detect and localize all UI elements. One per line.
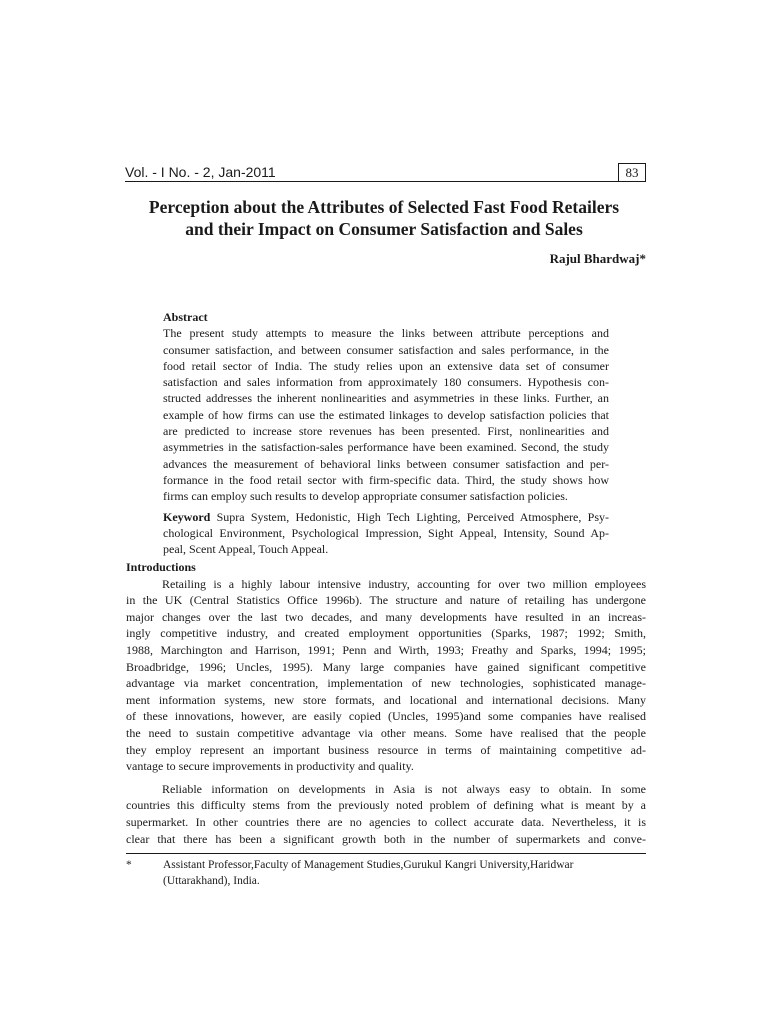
abstract-line: structed addresses the inherent nonlinearities and asymmetries in these links. Further, an xyxy=(163,391,609,406)
volume-label: Vol. - I No. - 2, Jan-2011 xyxy=(125,164,276,180)
page-number: 83 xyxy=(618,163,646,182)
paragraph-line: ingly competitive industry, and created employment opportunities (Sparks, 1987; 1992; Smith, xyxy=(126,626,646,641)
paragraph-line: in the UK (Central Statistics Office 1996b). The structure and nature of retailing has undergone xyxy=(126,593,646,608)
keywords-line xyxy=(163,509,609,525)
abstract-heading: Abstract xyxy=(163,310,208,324)
paragraph-line: ment information systems, new store formats, and locational and international decisions. Many xyxy=(126,692,646,707)
footnote-line: Assistant Professor,Faculty of Management Studies,Gurukul Kangri University,Haridwar xyxy=(163,859,574,871)
abstract-block xyxy=(163,309,609,557)
introduction-heading: Introductions xyxy=(126,560,196,574)
paragraph-line: they employ represent an important business resource in terms of maintaining competitive ad- xyxy=(126,742,646,757)
footnote-rule xyxy=(126,853,646,854)
keywords-block xyxy=(163,509,609,558)
paragraph-line: 1988, Marchington and Harrison, 1991; Penn and Wirth, 1993; Freathy and Sparks, 1994; 1995; xyxy=(126,642,646,657)
keywords-line: peal, Scent Appeal, Touch Appeal. xyxy=(163,542,329,557)
footnote-block xyxy=(126,853,646,889)
paragraph-line: the need to sustain competitive advantage via other means. Some have realised that the people xyxy=(126,725,646,740)
article-title xyxy=(100,196,668,240)
abstract-line: satisfaction and sales information from approximately 180 consumers. Hypothesis con- xyxy=(163,375,609,390)
abstract-line: food retail sector of India. The study relies upon an extensive data set of consumer xyxy=(163,358,609,373)
paragraph-line: vantage to secure improvements in productivity and quality. xyxy=(126,759,414,774)
abstract-line: example of how firms can use the estimated linkages to develop satisfaction policies that xyxy=(163,407,609,422)
keywords-label: Keyword xyxy=(163,509,211,524)
paragraph-line: clear that there has been a significant growth both in the number of supermarkets and conve- xyxy=(126,831,646,846)
paragraph-line: major changes over the last two decades, and many developments have resulted in an increas- xyxy=(126,609,646,624)
abstract-line: consumer satisfaction, and between consumer satisfaction and sales performance, in the xyxy=(163,342,609,357)
paragraph-line: Reliable information on developments in Asia is not always easy to obtain. In some xyxy=(162,781,646,796)
abstract-line: advances the measurement of behavioral links between consumer satisfaction and per- xyxy=(163,456,609,471)
abstract-line: formance in the food retail sector with firm-specific data. Third, the study shows how xyxy=(163,472,609,487)
footnote-mark: * xyxy=(126,859,132,871)
paragraph-line: Retailing is a highly labour intensive industry, accounting for over two million employees xyxy=(162,576,646,591)
abstract-line: firms can employ such results to develop appropriate consumer satisfaction policies. xyxy=(163,489,568,504)
abstract-line: are predicted to increase store revenues has been presented. First, nonlinearities and xyxy=(163,424,609,439)
keywords-text: Supra System, Hedonistic, High Tech Lighting, Perceived Atmosphere, Psy- xyxy=(210,509,609,524)
author-name: Rajul Bhardwaj* xyxy=(549,251,646,266)
paragraph-line: of these innovations, however, are easily copied (Uncles, 1995)and some companies have realised xyxy=(126,709,646,724)
paragraph-line: advantage via market concentration, implementation of new technologies, sophisticated manage- xyxy=(126,676,646,691)
paragraph-line: supermarket. In other countries there are no agencies to collect accurate data. Nevertheless, it is xyxy=(126,814,646,829)
abstract-line: asymmetries in the satisfaction-sales performance have been examined. Second, the study xyxy=(163,440,609,455)
keywords-line: chological Environment, Psychological Impression, Sight Appeal, Intensity, Sound Ap- xyxy=(163,525,609,540)
introduction-section xyxy=(126,559,646,847)
paragraph-line: countries this difficulty stems from the previously noted problem of defining what is meant by a xyxy=(126,798,646,813)
footnote-line: (Uttarakhand), India. xyxy=(163,875,260,887)
title-line-2: and their Impact on Consumer Satisfaction and Sales xyxy=(185,219,583,239)
running-header xyxy=(125,163,646,185)
abstract-line: The present study attempts to measure the links between attribute perceptions and xyxy=(163,326,609,341)
title-line-1: Perception about the Attributes of Selected Fast Food Retailers xyxy=(148,197,620,217)
header-rule xyxy=(125,181,646,182)
paragraph-line: Broadbridge, 1996; Uncles, 1995). Many large companies have gained significant competitive xyxy=(126,659,646,674)
footnote-entry xyxy=(126,857,646,889)
